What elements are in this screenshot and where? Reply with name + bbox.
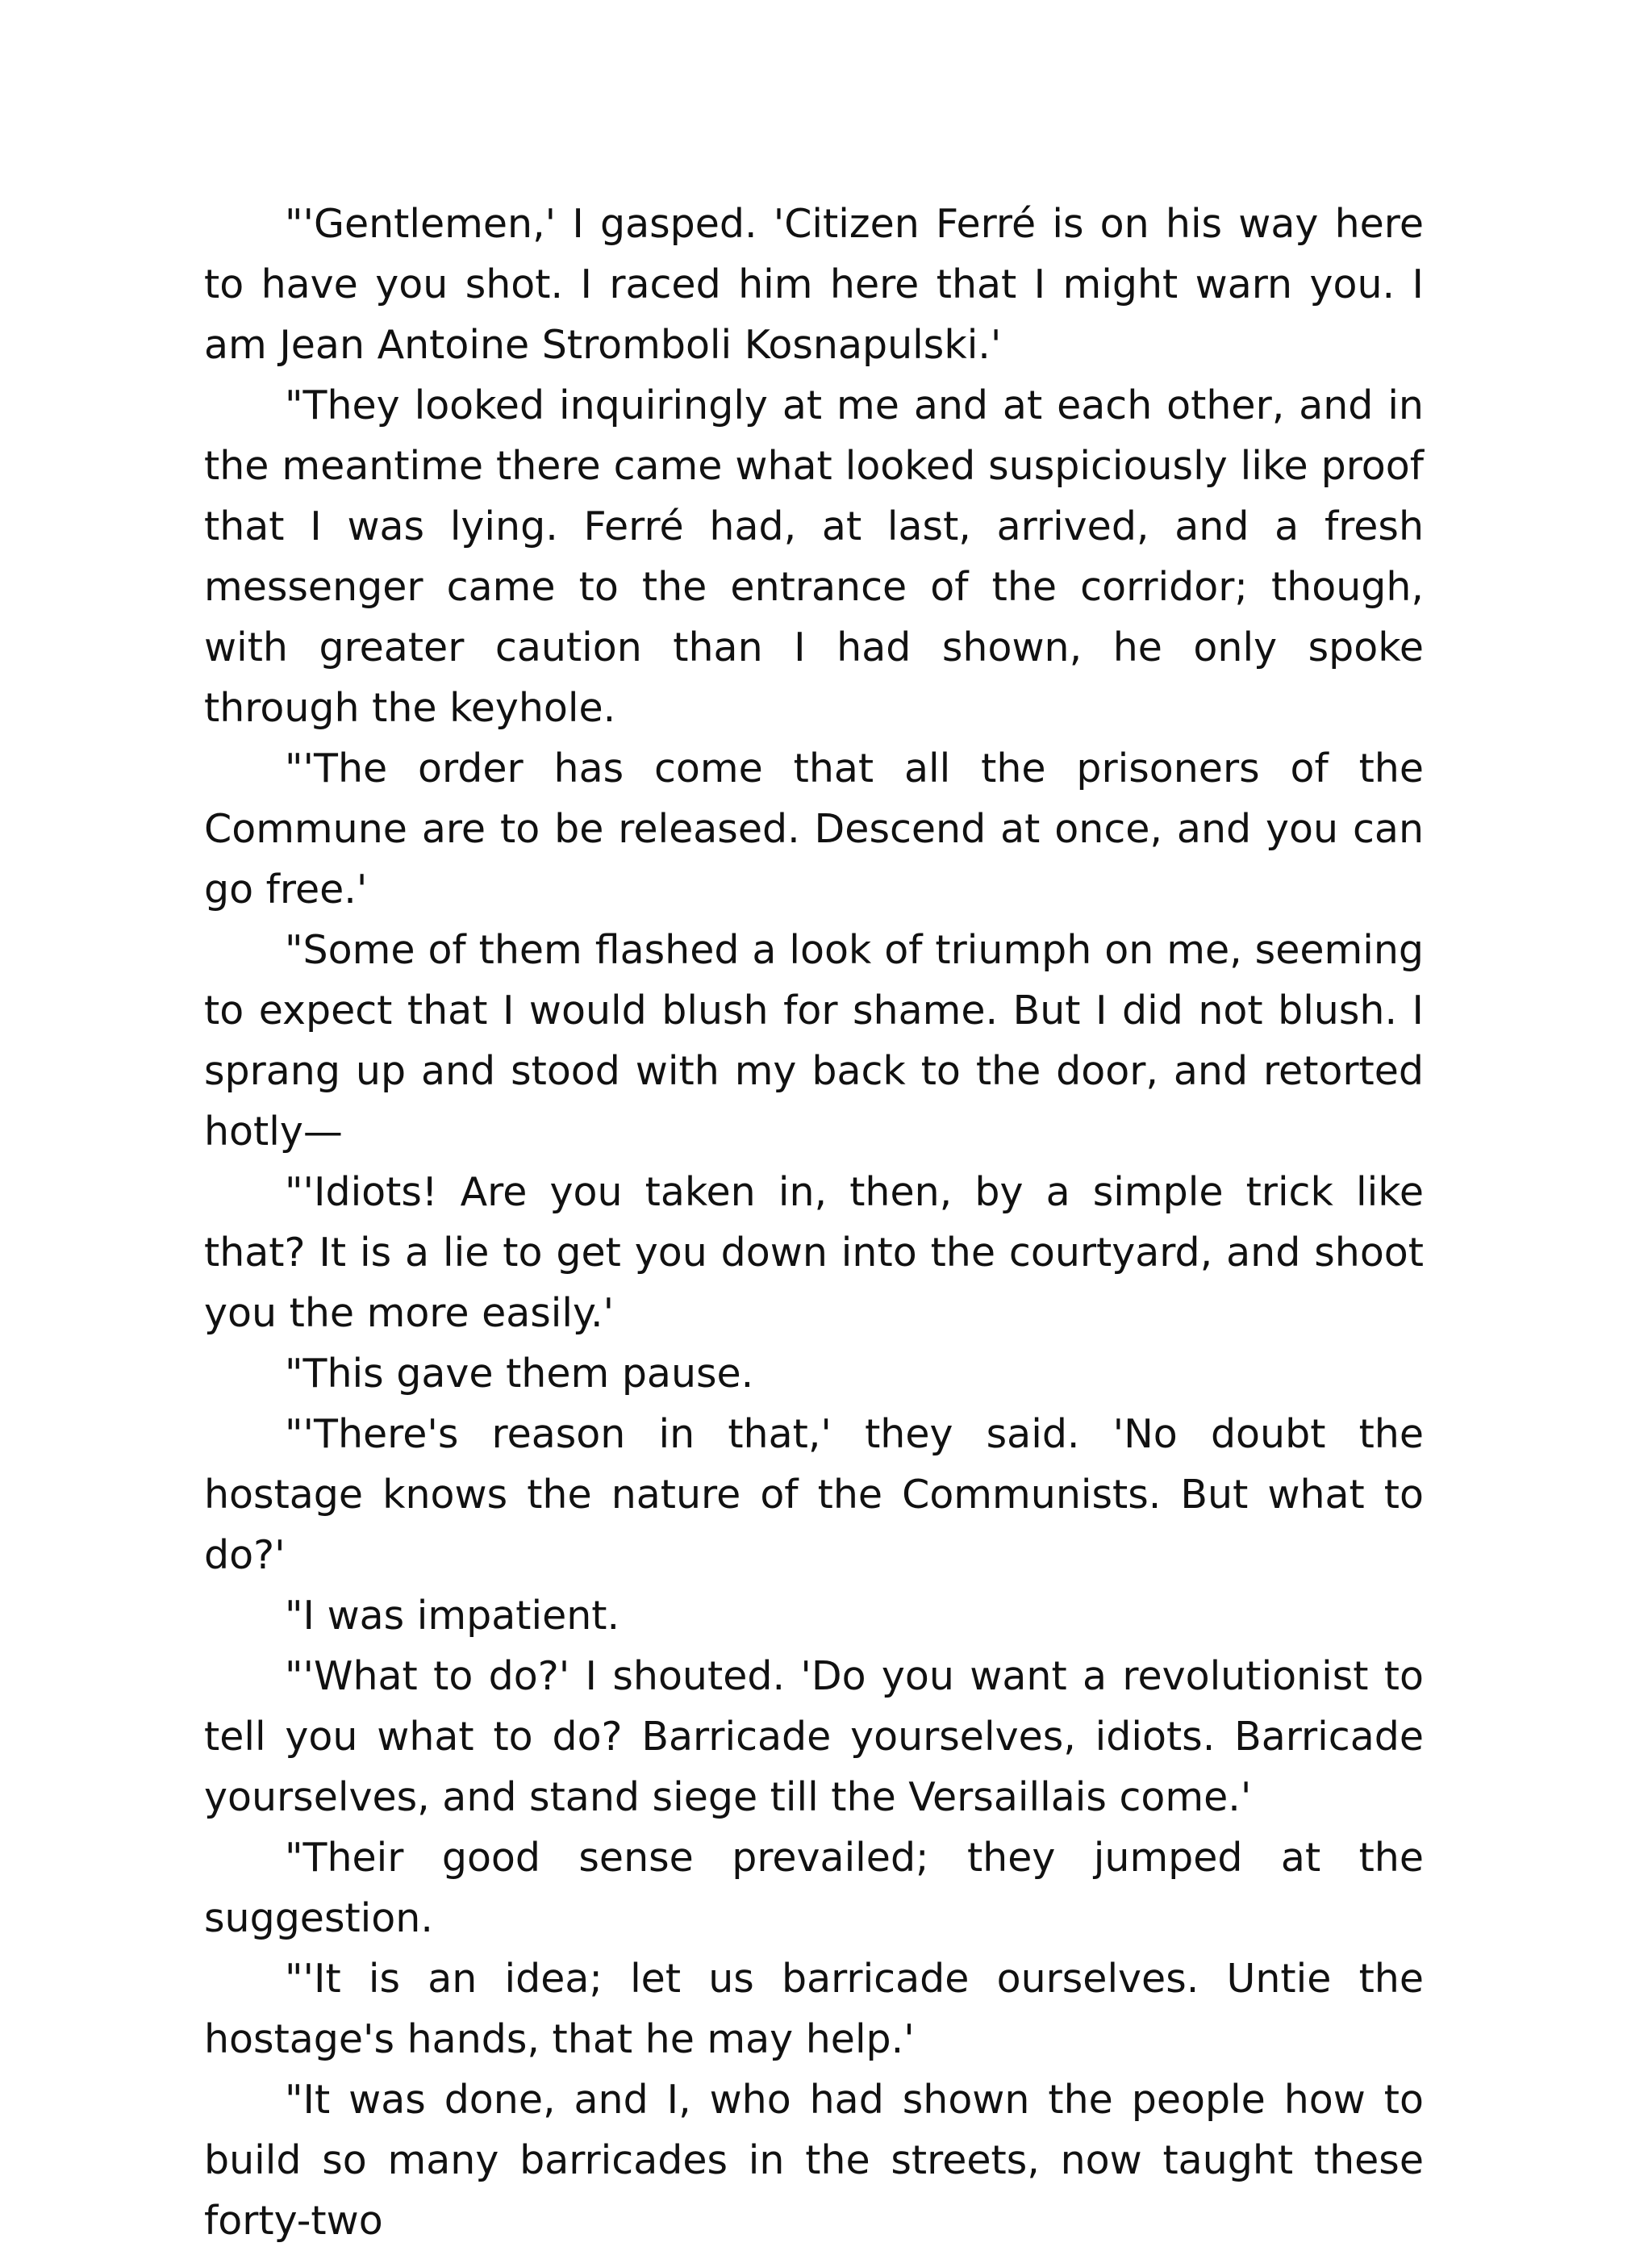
paragraph: "'The order has come that all the prisoners of the Commune are to be released. Descend at once, and you can go free.' — [204, 745, 1424, 913]
paragraph: "Some of them flashed a look of triumph on me, seeming to expect that I would blush for shame. But I did not blush. I sprang up and stood with my back to the door, and retorted hotly— — [204, 927, 1424, 1155]
paragraph: "I was impatient. — [285, 1593, 620, 1639]
paragraph: "'Gentlemen,' I gasped. 'Citizen Ferré is on his way here to have you shot. I raced him here that I might warn you. I am Jean Antoine Stromboli Kosnapulski.' — [204, 201, 1424, 368]
paragraph: "It was done, and I, who had shown the people how to build so many barricades in the streets, now taught these forty-two — [204, 2077, 1424, 2244]
paragraph: "'It is an idea; let us barricade ourselves. Untie the hostage's hands, that he may help.' — [204, 1956, 1424, 2062]
paragraph: "'There's reason in that,' they said. 'No doubt the hostage knows the nature of the Communists. But what to do?' — [204, 1411, 1424, 1578]
paragraph: "This gave them pause. — [285, 1351, 754, 1397]
paragraph: "'Idiots! Are you taken in, then, by a simple trick like that? It is a lie to get you down into the courtyard, and shoot you the more easily.' — [204, 1169, 1424, 1336]
paragraph: "Their good sense prevailed; they jumped at the suggestion. — [204, 1835, 1424, 1941]
paragraph: "'What to do?' I shouted. 'Do you want a revolutionist to tell you what to do? Barricade yourselves, idiots. Barricade yourselves, and stand siege till the Versaillais come.' — [204, 1653, 1424, 1820]
body-text — [204, 194, 1424, 2251]
paragraph: "They looked inquiringly at me and at each other, and in the meantime there came what looked suspiciously like proof that I was lying. Ferré had, at last, arrived, and a fresh messenger came to the entrance of the corridor; though, with greater caution than I had shown, he only spoke through the keyhole. — [204, 382, 1424, 731]
